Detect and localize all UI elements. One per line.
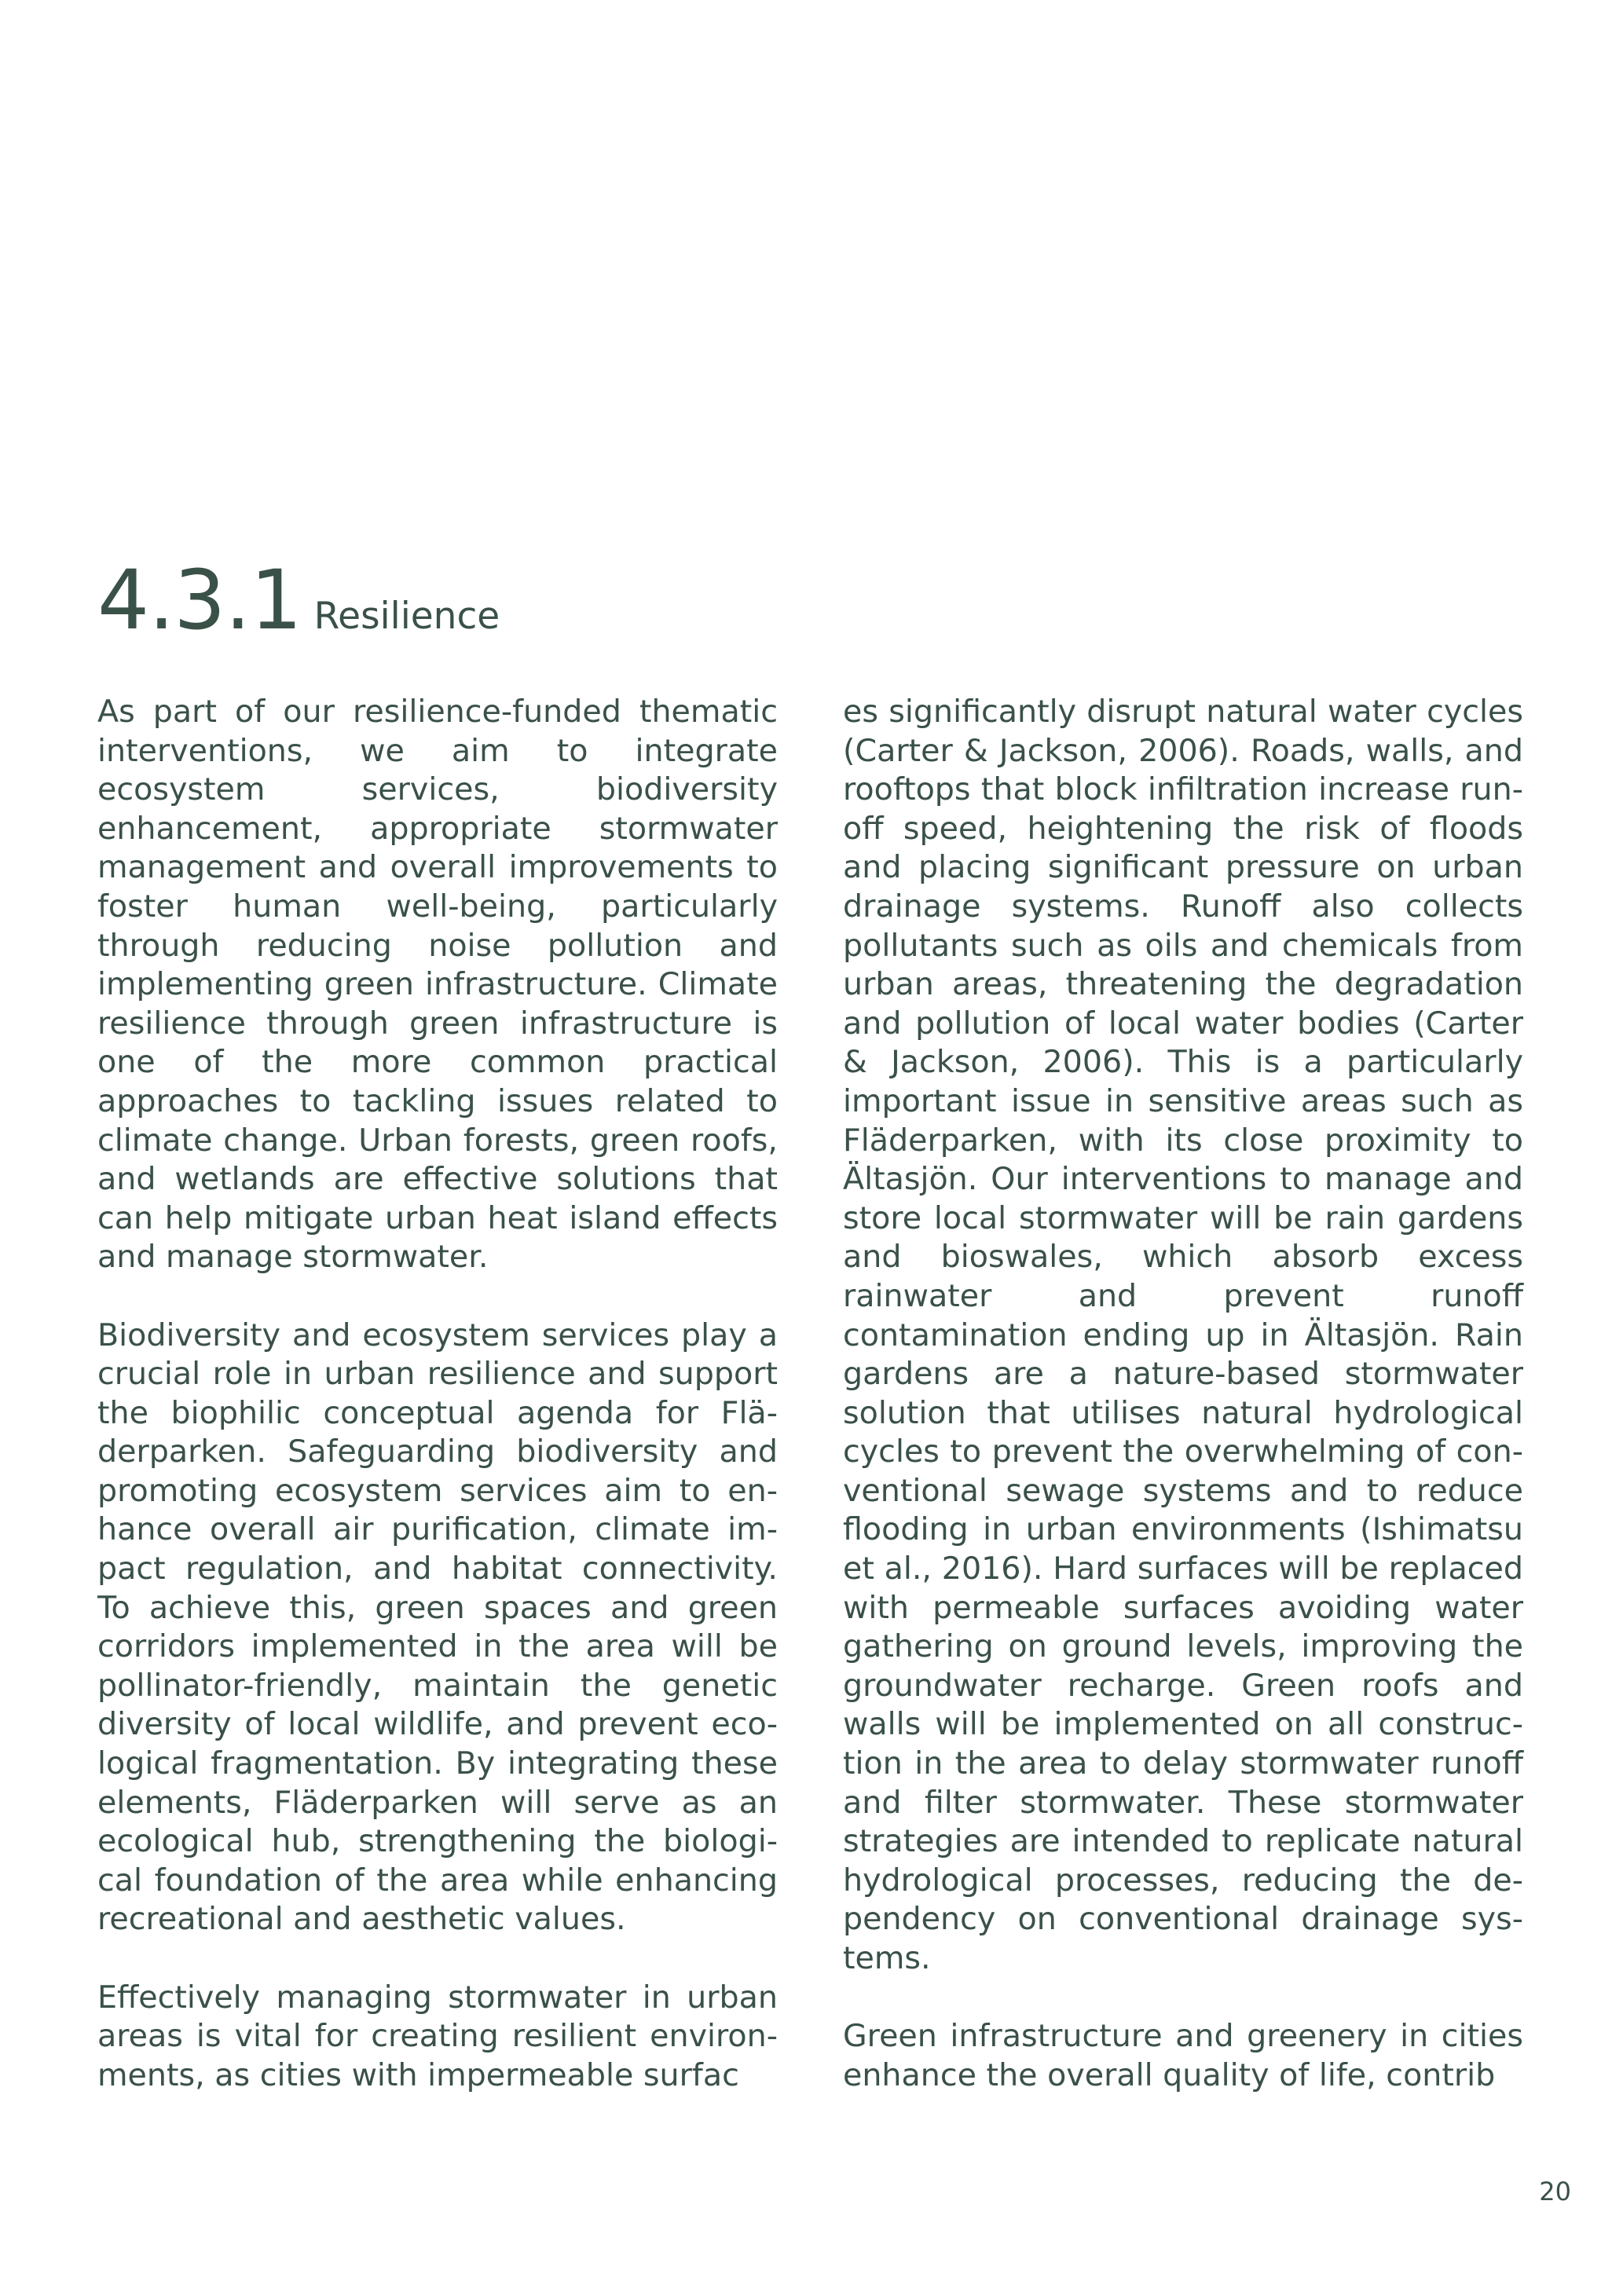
paragraph-stormwater-start: Effectively managing stormwater in urban areas is vital for creating resilient environments, as cities with impermeable surfac [97,1979,778,2093]
paragraph-resilience-intro: As part of our resilience-funded thematic interventions, we aim to integrate ecosystem services, biodiversity enhancement, appropriate stormwater management and overall improvements to foster human well-being, particularly through reducing noise pollution and implementing green infrastructure. Climate resilience through green infrastructure is one of the more common practical approaches to tackling issues related to climate change. Urban forests, green roofs, and wetlands are effective solutions that can help mitigate urban heat island effects and manage stormwater. [97,694,778,1276]
section-number: 4.3.1 [97,552,302,648]
paragraph-stormwater-continued: es significantly disrupt natural water cycles (Carter & Jackson, 2006). Roads, walls, and rooftops that block infiltration increase runoff speed, heightening the risk of floods and placing significant pressure on urban drainage systems. Runoff also collects pollutants such as oils and chemicals from urban areas, threatening the degradation and pollution of local water bodies (Carter & Jackson, 2006). This is a particularly important issue in sensitive areas such as Fläderparken, with its close proximity to Ältasjön. Our interventions to manage and store local stormwater will be rain gardens and bioswales, which absorb excess rainwater and prevent runoff contamination ending up in Ältasjön. Rain gardens are a nature-based stormwater solution that utilises natural hydrological cycles to prevent the overwhelming of conventional sewage systems and to reduce flooding in urban environments (Ishimatsu et al., 2016). Hard surfaces will be replaced with permeable surfaces avoiding water gathering on ground levels, improving the groundwater recharge. Green roofs and walls will be implemented on all construction in the area to delay stormwater runoff and filter stormwater. These stormwater strategies are intended to replicate natural hydrological processes, reducing the dependency on conventional drainage systems. [843,694,1523,1976]
section-heading [97,552,500,648]
right-column [843,693,1523,2095]
left-column [97,693,778,2095]
page-number: 20 [1539,2177,1571,2206]
paragraph-green-infrastructure: Green infrastructure and greenery in cities enhance the overall quality of life, contrib [843,2018,1523,2093]
section-title: Resilience [313,595,500,638]
paragraph-biodiversity: Biodiversity and ecosystem services play a crucial role in urban resilience and support the biophilic conceptual agenda for Fläderparken. Safeguarding biodiversity and promoting ecosystem services aim to enhance overall air purification, climate impact regulation, and habitat connectivity. To achieve this, green spaces and green corridors implemented in the area will be pollinator-friendly, maintain the genetic diversity of local wildlife, and prevent ecological fragmentation. By integrating these elements, Fläderparken will serve as an ecological hub, strengthening the biological foundation of the area while enhancing recreational and aesthetic values. [97,1316,778,1938]
